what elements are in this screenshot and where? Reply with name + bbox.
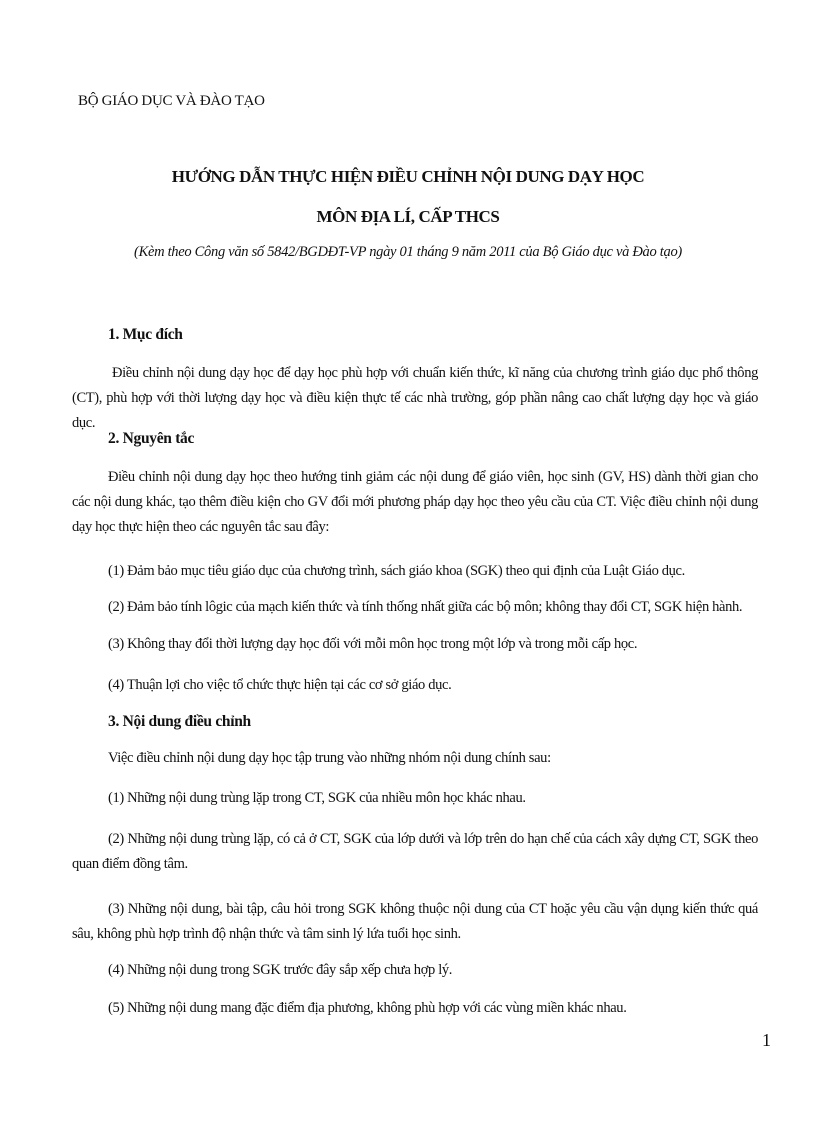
document-subject: MÔN ĐỊA LÍ, CẤP THCS bbox=[316, 207, 500, 226]
ministry-name: BỘ GIÁO DỤC VÀ ĐÀO TẠO bbox=[78, 93, 265, 109]
document-reference: (Kèm theo Công văn số 5842/BGDĐT-VP ngày 01 tháng 9 năm 2011 của Bộ Giáo dục và Đào tạo) bbox=[134, 244, 682, 260]
section-3-intro: Việc điều chỉnh nội dung dạy học tập trung vào những nhóm nội dung chính sau: bbox=[108, 750, 551, 766]
section-1-heading: 1. Mục đích bbox=[108, 326, 183, 343]
content-group-item: (1) Những nội dung trùng lặp trong CT, SGK của nhiều môn học khác nhau. bbox=[108, 790, 526, 806]
content-group-item: (4) Những nội dung trong SGK trước đây sắp xếp chưa hợp lý. bbox=[108, 962, 453, 978]
content-group-item: (2) Những nội dung trùng lặp, có cả ở CT, SGK của lớp dưới và lớp trên do hạn chế của cách xây dựng CT, SGK theo quan điểm đồng tâm. bbox=[72, 831, 758, 872]
document-title: HƯỚNG DẪN THỰC HIỆN ĐIỀU CHỈNH NỘI DUNG DẠY HỌC bbox=[171, 167, 645, 186]
content-group-item: (3) Những nội dung, bài tập, câu hỏi trong SGK không thuộc nội dung của CT hoặc yêu cầu vận dụng kiến thức quá sâu, không phù hợp trình độ nhận thức và tâm sinh lý lứa tuổi học sinh. bbox=[72, 901, 758, 942]
principle-item: (4) Thuận lợi cho việc tổ chức thực hiện tại các cơ sở giáo dục. bbox=[108, 677, 452, 693]
page-number: 1 bbox=[762, 1030, 771, 1050]
section-2-heading: 2. Nguyên tắc bbox=[108, 430, 195, 447]
section-3-heading: 3. Nội dung điều chỉnh bbox=[108, 713, 251, 730]
content-group-item: (5) Những nội dung mang đặc điểm địa phương, không phù hợp với các vùng miền khác nhau. bbox=[108, 1000, 627, 1016]
section-1-paragraph: Điều chỉnh nội dung dạy học để dạy học phù hợp với chuẩn kiến thức, kĩ năng của chương trình giáo dục phổ thông (CT), phù hợp với thời lượng dạy học và điều kiện thực tế các nhà trường, góp phần nâng cao chất lượng dạy học và giáo dục. bbox=[72, 365, 758, 431]
principle-item: (1) Đảm bảo mục tiêu giáo dục của chương trình, sách giáo khoa (SGK) theo qui định của Luật Giáo dục. bbox=[108, 563, 685, 579]
principle-item: (2) Đảm bảo tính lôgic của mạch kiến thức và tính thống nhất giữa các bộ môn; không thay đổi CT, SGK hiện hành. bbox=[108, 599, 743, 615]
section-2-paragraph: Điều chỉnh nội dung dạy học theo hướng tinh giảm các nội dung để giáo viên, học sinh (GV, HS) dành thời gian cho các nội dung khác, tạo thêm điều kiện cho GV đổi mới phương pháp dạy học theo yêu cầu của CT. Việc điều chỉnh nội dung dạy học thực hiện theo các nguyên tắc sau đây: bbox=[72, 469, 758, 535]
principle-item: (3) Không thay đổi thời lượng dạy học đối với mỗi môn học trong một lớp và trong mỗi cấp học. bbox=[108, 636, 638, 652]
